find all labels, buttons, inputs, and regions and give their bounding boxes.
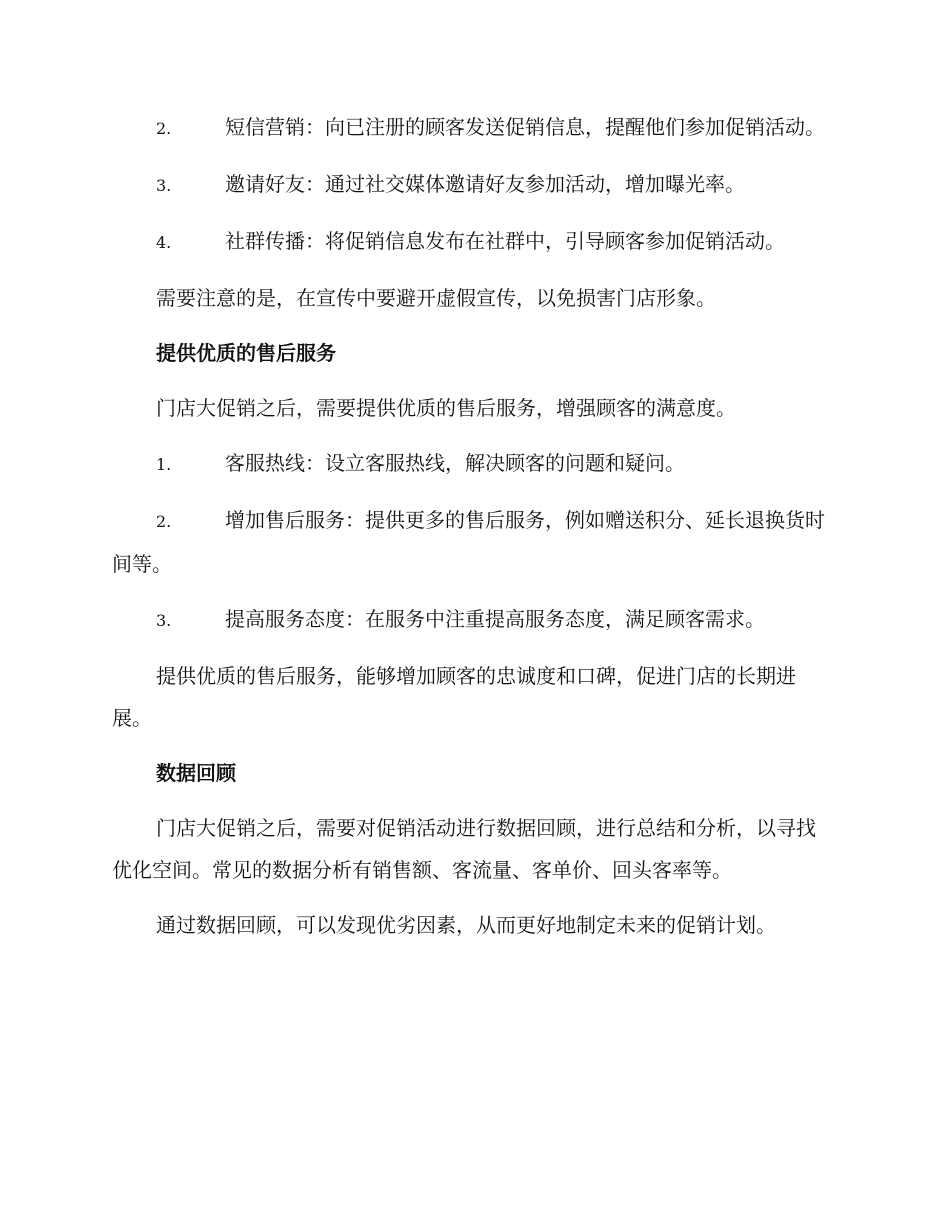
list-item [112, 220, 832, 264]
list-text: 短信营销：向已注册的顾客发送促销信息，提醒他们参加促销活动。 [225, 115, 825, 139]
list-number: 2. [156, 512, 172, 531]
list-item [112, 499, 832, 585]
section-heading-data-review: 数据回顾 [156, 761, 236, 785]
list-number: 3. [156, 611, 172, 630]
list-text: 客服热线：设立客服热线，解决顾客的问题和疑问。 [225, 451, 685, 475]
note-paragraph: 需要注意的是，在宣传中要避开虚假宣传，以免损害门店形象。 [156, 286, 716, 310]
list-number: 1. [156, 455, 172, 474]
list-text: 增加售后服务：提供更多的售后服务，例如赠送积分、延长退换货时间等。 [112, 508, 825, 576]
list-text: 提高服务态度：在服务中注重提高服务态度，满足顾客需求。 [225, 607, 765, 631]
list-text: 社群传播：将促销信息发布在社群中，引导顾客参加促销活动。 [225, 229, 785, 253]
list-item [112, 598, 832, 642]
data-review-paragraph-2: 通过数据回顾，可以发现优劣因素，从而更好地制定未来的促销计划。 [156, 913, 776, 937]
list-number: 4. [156, 233, 172, 252]
list-number: 2. [156, 119, 172, 138]
list-item [112, 106, 832, 150]
section-heading-after-sales: 提供优质的售后服务 [156, 341, 336, 365]
list-item [112, 163, 832, 207]
after-sales-intro: 门店大促销之后，需要提供优质的售后服务，增强顾客的满意度。 [156, 396, 736, 420]
document-body [112, 106, 832, 959]
after-sales-summary: 提供优质的售后服务，能够增加顾客的忠诚度和口碑，促进门店的长期进展。 [112, 664, 796, 730]
data-review-paragraph-1: 门店大促销之后，需要对促销活动进行数据回顾，进行总结和分析，以寻找优化空间。常见的数据分析有销售额、客流量、客单价、回头客率等。 [112, 816, 816, 882]
list-item [112, 442, 832, 486]
list-text: 邀请好友：通过社交媒体邀请好友参加活动，增加曝光率。 [225, 172, 745, 196]
list-number: 3. [156, 176, 172, 195]
